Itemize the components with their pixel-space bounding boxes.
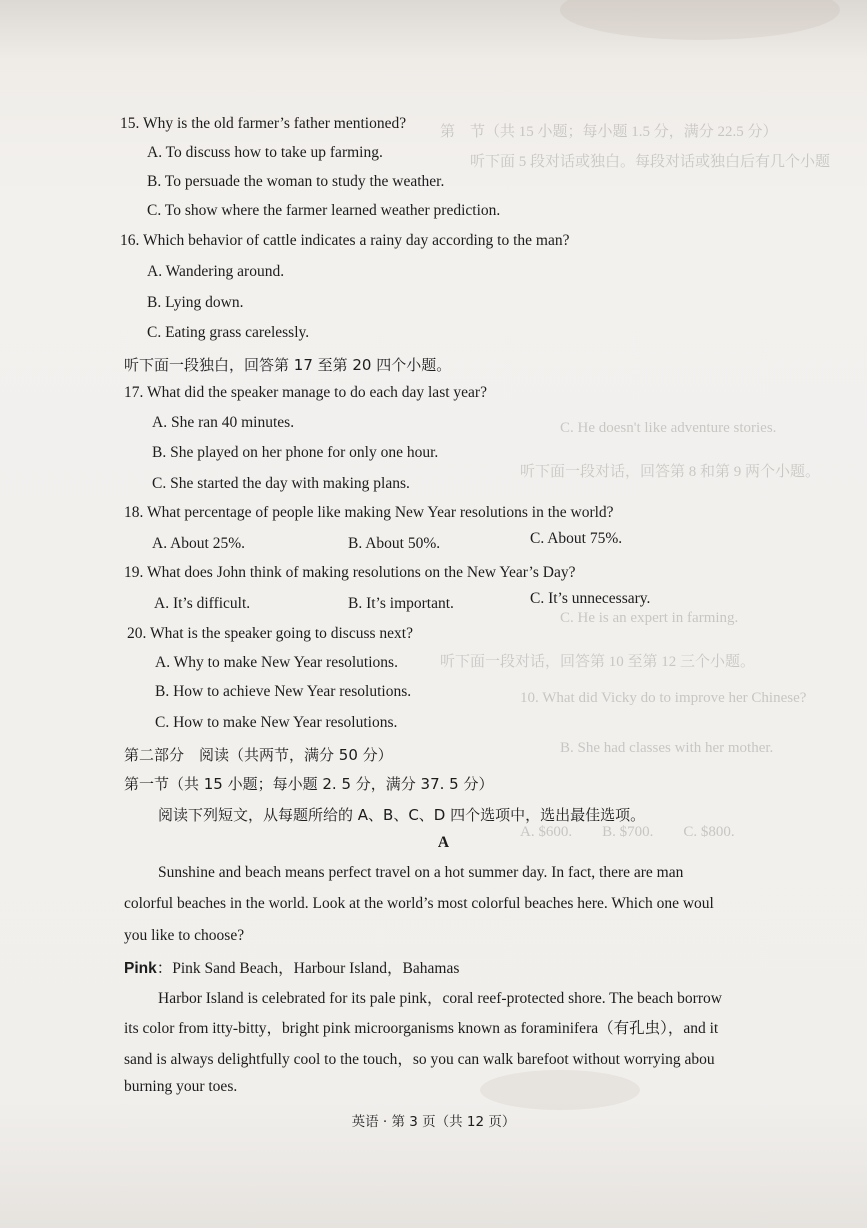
option-20c: C. How to make New Year resolutions. — [155, 714, 398, 731]
pink-title: ：Pink Sand Beach，Harbour Island，Bahamas — [156, 960, 460, 977]
option-16b: B. Lying down. — [147, 294, 244, 311]
option-17a: A. She ran 40 minutes. — [152, 414, 295, 431]
passage-intro-line-2: colorful beaches in the world. Look at the world’s most colorful beaches here. Which one woul — [124, 895, 714, 912]
question-18: 18. What percentage of people like making New Year resolutions in the world? — [124, 504, 614, 521]
bleed-through-text: 听下面一段对话，回答第 10 至第 12 三个小题。 — [440, 654, 756, 670]
bleed-through-text: 10. What did Vicky do to improve her Chinese? — [520, 690, 807, 706]
pink-paragraph-line-1: Harbor Island is celebrated for its pale pink，coral reef-protected shore. The beach borrow — [158, 990, 722, 1007]
passage-label: A — [437, 834, 450, 851]
bleed-through-text: A. $600. B. $700. C. $800. — [520, 824, 735, 840]
option-17b: B. She played on her phone for only one hour. — [152, 444, 439, 461]
option-15a: A. To discuss how to take up farming. — [147, 144, 383, 161]
passage-intro-line-3: you like to choose? — [124, 927, 245, 944]
question-15: 15. Why is the old farmer’s father mentioned? — [120, 115, 407, 132]
question-16: 16. Which behavior of cattle indicates a rainy day according to the man? — [120, 232, 570, 249]
monologue-instruction: 听下面一段独白，回答第 17 至第 20 四个小题。 — [124, 356, 452, 374]
option-20a: A. Why to make New Year resolutions. — [155, 654, 398, 671]
pink-paragraph-line-2: its color from itty-bitty，bright pink microorganisms known as foraminifera（有孔虫），and it — [124, 1020, 719, 1037]
option-15c: C. To show where the farmer learned weather prediction. — [147, 202, 501, 219]
option-15b: B. To persuade the woman to study the weather. — [147, 173, 445, 190]
pink-paragraph-line-3: sand is always delightfully cool to the touch，so you can walk barefoot without worrying abou — [124, 1051, 715, 1068]
option-16c: C. Eating grass carelessly. — [147, 324, 310, 341]
option-18a: A. About 25%. — [152, 535, 245, 552]
question-17: 17. What did the speaker manage to do each day last year? — [124, 384, 487, 401]
option-18b: B. About 50%. — [348, 535, 441, 552]
option-18c: C. About 75%. — [530, 530, 623, 547]
question-19: 19. What does John think of making resolutions on the New Year’s Day? — [124, 564, 576, 581]
option-19c: C. It’s unnecessary. — [530, 590, 651, 607]
bleed-through-text: 第 节（共 15 小题；每小题 1.5 分，满分 22.5 分） — [440, 124, 778, 140]
passage-intro-line-1: Sunshine and beach means perfect travel on a hot summer day. In fact, there are man — [158, 864, 684, 881]
pink-label: Pink — [124, 960, 157, 977]
option-20b: B. How to achieve New Year resolutions. — [155, 683, 412, 700]
pink-beach-title — [124, 956, 459, 978]
page-smudge — [480, 1070, 640, 1110]
bleed-through-text: C. He doesn't like adventure stories. — [560, 420, 777, 436]
option-19a: A. It’s difficult. — [154, 595, 251, 612]
bleed-through-text: 听下面 5 段对话或独白。每段对话或独白后有几个小题 — [470, 154, 831, 170]
page-smudge — [560, 0, 840, 40]
option-16a: A. Wandering around. — [147, 263, 285, 280]
option-17c: C. She started the day with making plans. — [152, 475, 410, 492]
pink-paragraph-line-4: burning your toes. — [124, 1078, 238, 1095]
option-19b: B. It’s important. — [348, 595, 454, 612]
part2-heading: 第二部分 阅读（共两节，满分 50 分） — [124, 746, 393, 764]
bleed-through-text: B. She had classes with her mother. — [560, 740, 774, 756]
page-footer: 英语 · 第 3 页（共 12 页） — [351, 1114, 516, 1130]
bleed-through-text: C. He is an expert in farming. — [560, 610, 739, 626]
section1-heading: 第一节（共 15 小题；每小题 2. 5 分，满分 37. 5 分） — [124, 775, 494, 793]
question-20: 20. What is the speaker going to discuss next? — [127, 625, 413, 642]
bleed-through-text: 听下面一段对话，回答第 8 和第 9 两个小题。 — [520, 464, 821, 480]
reading-instruction: 阅读下列短文，从每题所给的 A、B、C、D 四个选项中，选出最佳选项。 — [158, 806, 646, 824]
